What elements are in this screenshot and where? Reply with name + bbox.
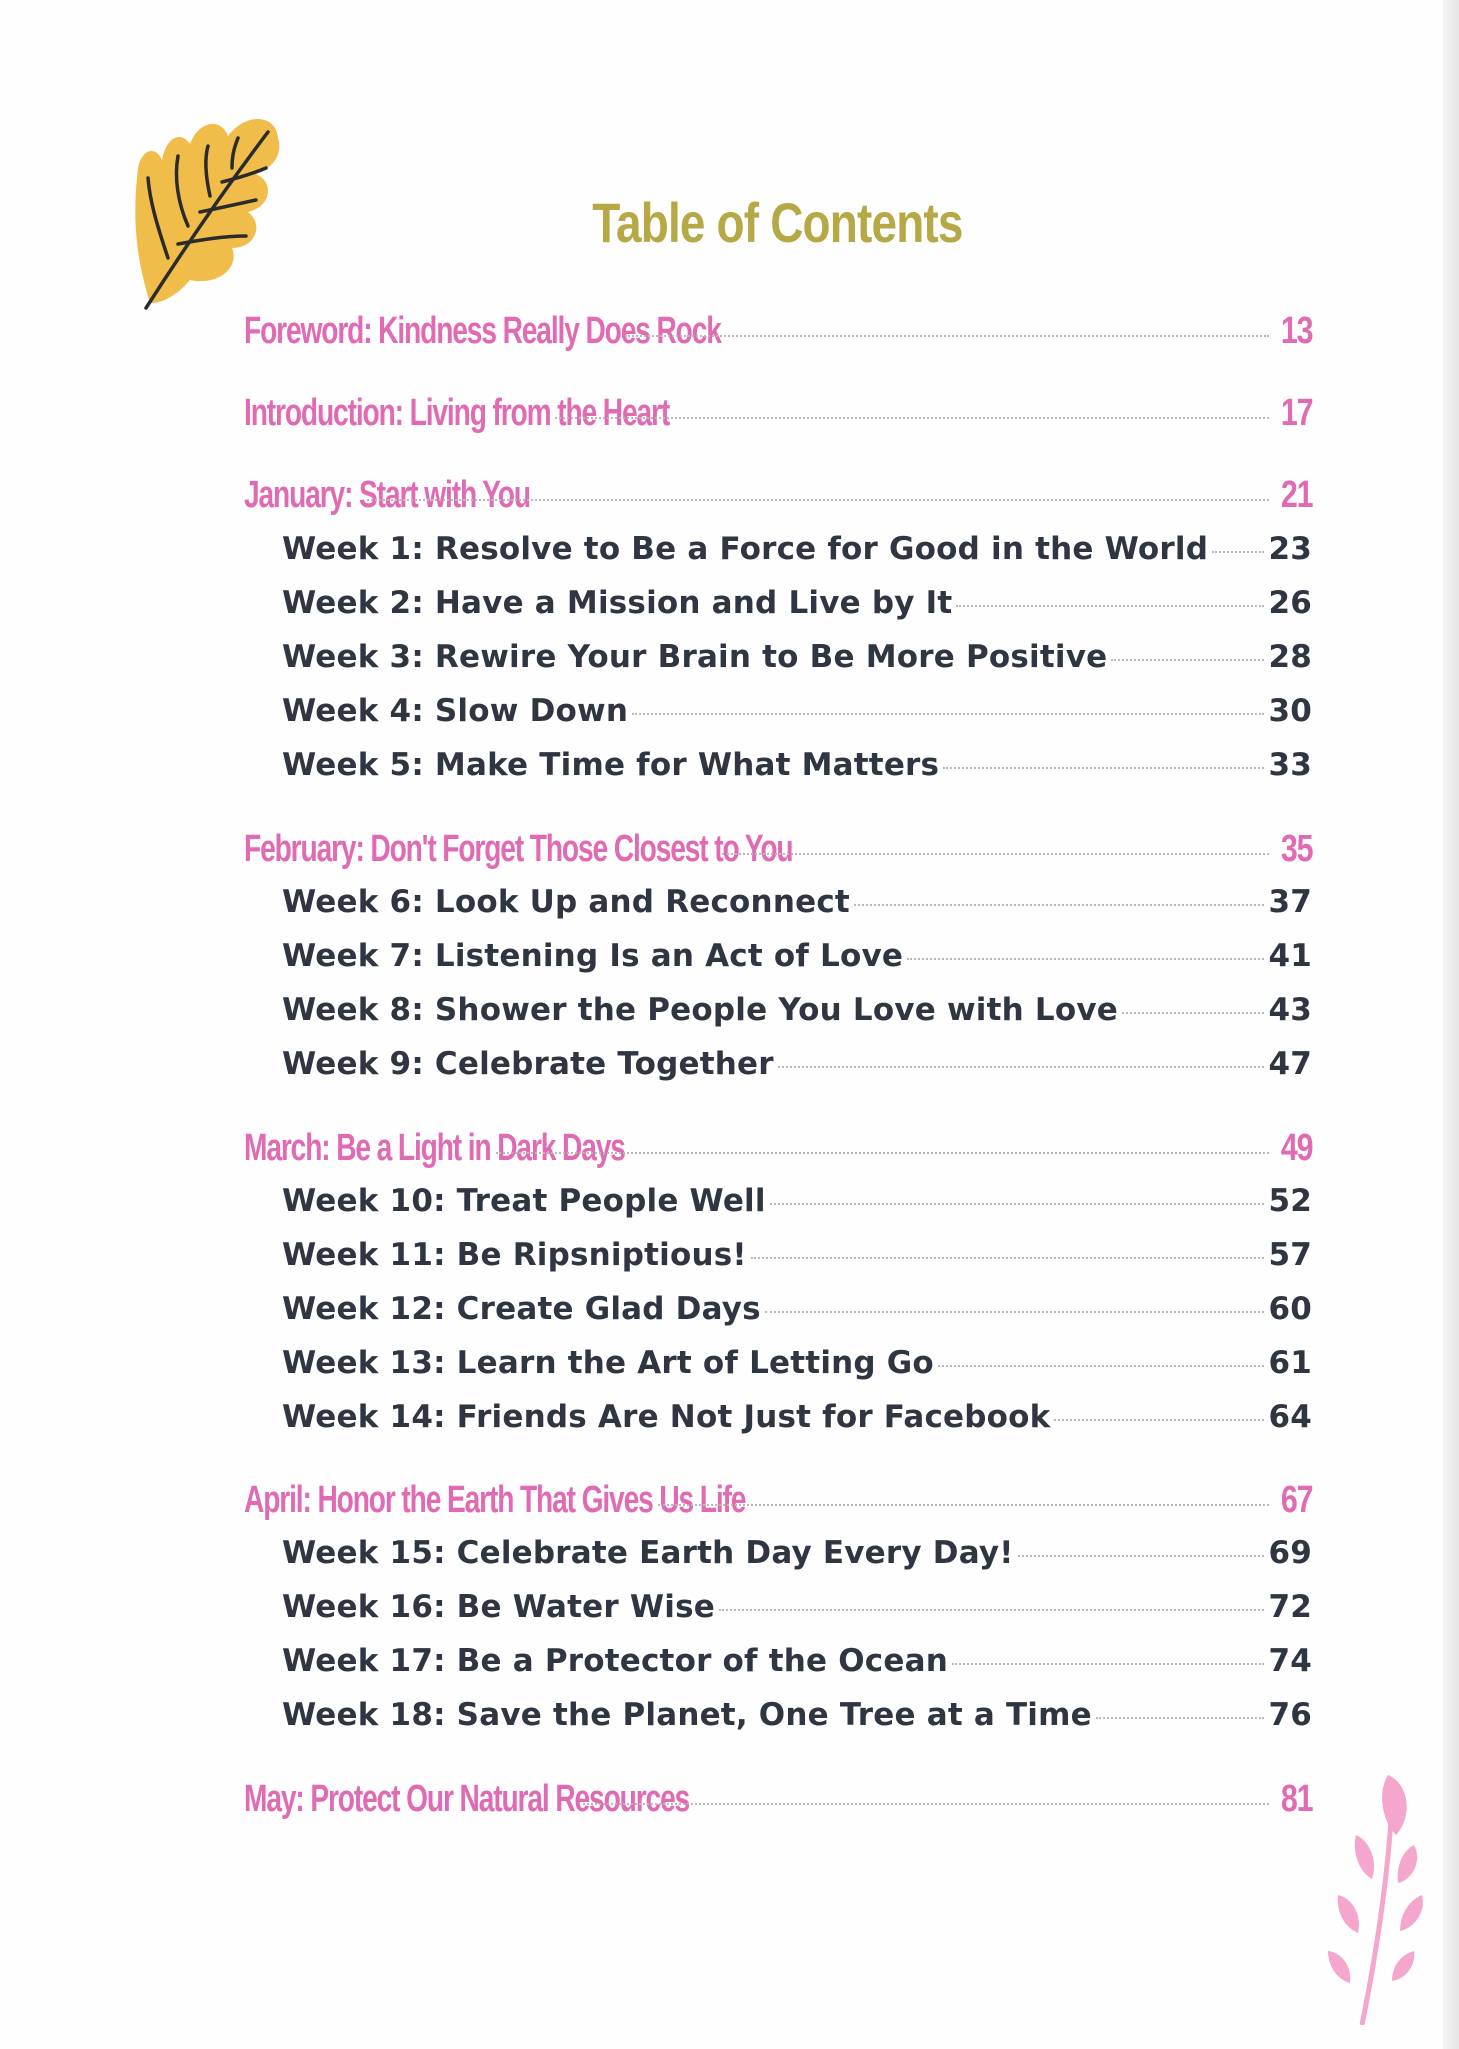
dot-leader [1111,658,1264,661]
toc-page-number: 69 [1268,1535,1312,1571]
toc-week-entry [282,1183,1312,1219]
dot-leader [1096,1716,1265,1719]
toc-entry-title: Week 15: Celebrate Earth Day Every Day! [282,1535,1014,1571]
toc-section-entry [244,310,1312,353]
dot-leader [583,1802,1269,1805]
dot-leader [632,712,1264,715]
dot-leader [658,1503,1268,1506]
toc-week-entry [282,1237,1312,1273]
toc-page-number: 47 [1268,1046,1312,1082]
toc-week-entry [282,1399,1312,1435]
toc-page-number: 33 [1268,747,1312,783]
toc-entry-title: February: Don't Forget Those Closest to You [244,828,793,870]
toc-week-entry [282,1291,1312,1327]
toc-page-number: 43 [1268,992,1312,1028]
toc-entry-title: Week 1: Resolve to Be a Force for Good in the World [282,531,1209,567]
toc-page-number: 35 [1280,828,1312,870]
toc-entry-title: Week 12: Create Glad Days [282,1291,761,1327]
toc-entry-title: Week 7: Listening Is an Act of Love [282,938,904,974]
dot-leader [367,498,1268,501]
toc-entry-title: Week 4: Slow Down [282,693,629,729]
toc-page-number: 49 [1280,1127,1312,1169]
dot-leader [751,1256,1265,1259]
toc-week-entry [282,693,1312,729]
toc-page-number: 23 [1268,531,1312,567]
dot-leader [943,766,1264,769]
toc-page-number: 67 [1280,1479,1312,1521]
toc-entry-title: Foreword: Kindness Really Does Rock [244,310,721,352]
toc-entry-title: Week 16: Be Water Wise [282,1589,715,1625]
dot-leader [778,1065,1265,1068]
toc-entry-title: Week 2: Have a Mission and Live by It [282,585,953,621]
toc-page-number: 76 [1268,1697,1312,1733]
toc-entry-title: Week 17: Be a Protector of the Ocean [282,1643,948,1679]
toc-entry-title: Week 8: Shower the People You Love with Love [282,992,1118,1028]
toc-week-entry [282,1535,1312,1571]
dot-leader [722,852,1269,855]
toc-page-number: 61 [1268,1345,1312,1381]
toc-page-number: 74 [1268,1643,1312,1679]
toc-section-entry [244,1479,1312,1522]
toc-week-entry [282,884,1312,920]
toc-entry-title: Week 5: Make Time for What Matters [282,747,940,783]
toc-week-entry [282,531,1312,567]
toc-week-entry [282,747,1312,783]
dot-leader [1212,550,1264,553]
dot-leader [956,604,1264,607]
toc-entry-title: March: Be a Light in Dark Days [244,1127,625,1169]
toc-page-number: 17 [1280,392,1312,434]
toc-entry-title: Week 11: Be Ripsniptious! [282,1237,747,1273]
dot-leader [496,1151,1269,1154]
dot-leader [625,334,1268,337]
toc-entry-title: Week 13: Learn the Art of Letting Go [282,1345,934,1381]
dot-leader [1054,1418,1264,1421]
toc-week-entry [282,1643,1312,1679]
toc-week-entry [282,938,1312,974]
toc-entry-title: Week 6: Look Up and Reconnect [282,884,850,920]
dot-leader [952,1662,1264,1665]
dot-leader [555,416,1268,419]
toc-page-number: 60 [1268,1291,1312,1327]
dot-leader [1122,1011,1264,1014]
toc-page-number: 21 [1280,474,1312,516]
toc-week-entry [282,639,1312,675]
toc-week-entry [282,1697,1312,1733]
toc-page-number: 28 [1268,639,1312,675]
toc-section-entry [244,828,1312,871]
toc-week-entry [282,1345,1312,1381]
dot-leader [765,1310,1265,1313]
toc-entry-title: Week 3: Rewire Your Brain to Be More Positive [282,639,1108,675]
toc-page-number: 26 [1268,585,1312,621]
toc-section-entry [244,392,1312,435]
dot-leader [907,957,1264,960]
toc-page-number: 81 [1280,1778,1312,1820]
toc-entry-title: April: Honor the Earth That Gives Us Life [244,1479,746,1521]
toc-entry-title: January: Start with You [244,474,530,516]
toc-page-number: 52 [1268,1183,1312,1219]
toc-entry-title: Introduction: Living from the Heart [244,392,670,434]
toc-section-entry [244,1127,1312,1170]
toc-page-number: 13 [1280,310,1312,352]
toc-week-entry [282,992,1312,1028]
toc-page-number: 41 [1268,938,1312,974]
toc-section-entry [244,474,1312,517]
dot-leader [770,1202,1265,1205]
dot-leader [719,1608,1265,1611]
toc-section-entry [244,1778,1312,1821]
dot-leader [938,1364,1265,1367]
page-title: Table of Contents [592,191,963,254]
dot-leader [1018,1554,1265,1557]
toc-page-number: 72 [1268,1589,1312,1625]
toc-page-number: 37 [1268,884,1312,920]
toc-week-entry [282,1589,1312,1625]
toc-entry-title: Week 14: Friends Are Not Just for Facebook [282,1399,1051,1435]
toc-week-entry [282,1046,1312,1082]
toc-page-number: 57 [1268,1237,1312,1273]
toc-entry-title: Week 9: Celebrate Together [282,1046,774,1082]
toc-page-number: 30 [1268,693,1312,729]
toc-entry-title: Week 18: Save the Planet, One Tree at a Time [282,1697,1092,1733]
toc-week-entry [282,585,1312,621]
dot-leader [854,903,1265,906]
toc-entry-title: Week 10: Treat People Well [282,1183,766,1219]
toc-entry-title: May: Protect Our Natural Resources [244,1778,690,1820]
toc-page-number: 64 [1268,1399,1312,1435]
